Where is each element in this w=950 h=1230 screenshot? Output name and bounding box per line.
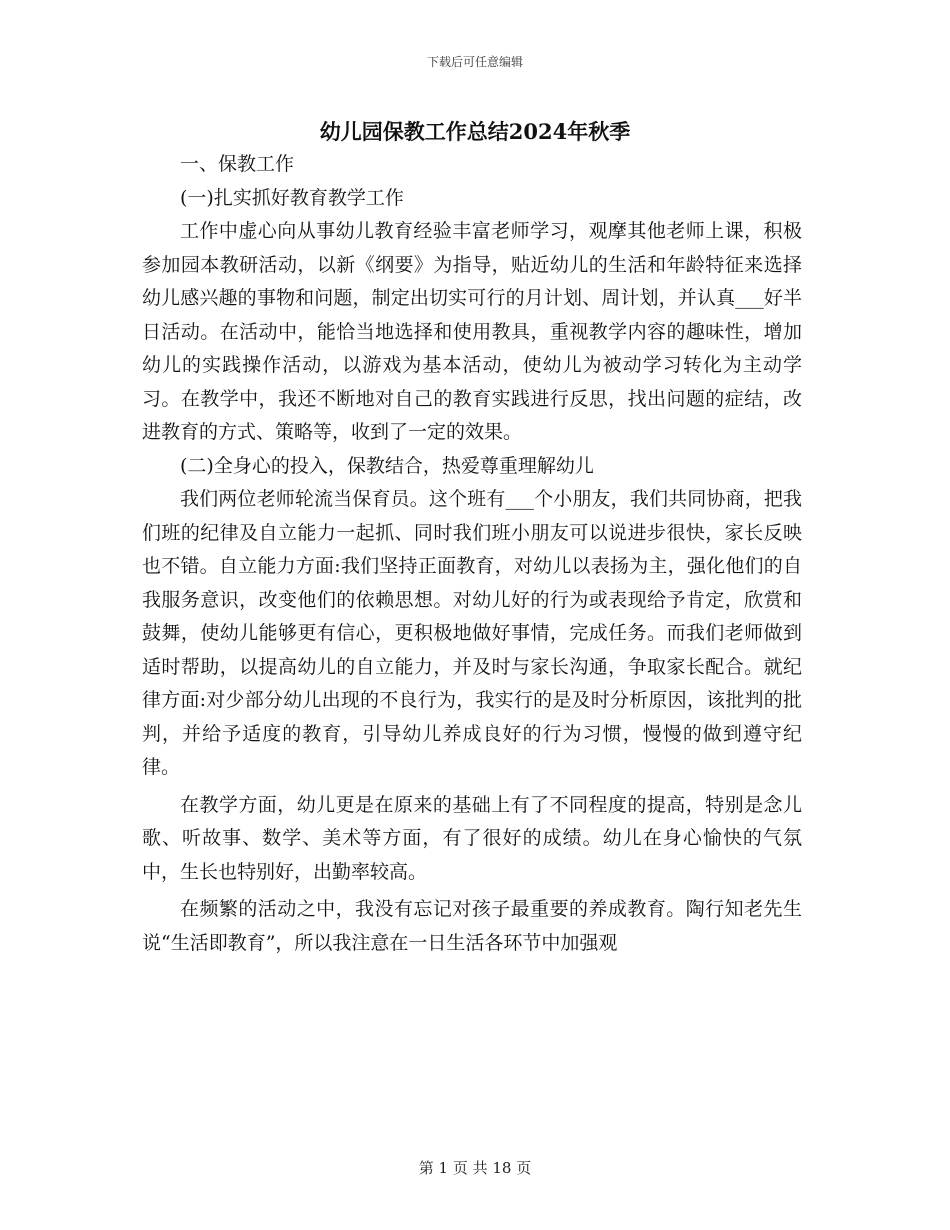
subsection-heading: (二)全身心的投入，保教结合，热爱尊重理解幼儿 [180, 454, 594, 477]
section-heading: 一、保教工作 [180, 153, 295, 175]
body-paragraph: 在频繁的活动之中，我没有忘记对孩子最重要的养成教育。陶行知老先生说“生活即教育”，所以我注意在一日生活各环节中加强观 [142, 898, 802, 954]
page-number-footer: 第 1 页 共 18 页 [418, 1159, 532, 1177]
body-paragraph: 在教学方面，幼儿更是在原来的基础上有了不同程度的提高，特别是念儿歌、听故事、数学、美术等方面，有了很好的成绩。幼儿在身心愉快的气氛中，生长也特别好，出勤率较高。 [142, 793, 802, 883]
document-title: 幼儿园保教工作总结2024年秋季 [319, 119, 631, 144]
subsection-heading: (一)扎实抓好教育教学工作 [180, 186, 404, 209]
body-paragraph: 我们两位老师轮流当保育员。这个班有___个小朋友，我们共同协商，把我们班的纪律及自立能力一起抓、同时我们班小朋友可以说进步很快，家长反映也不错。自立能力方面:我们坚持正面教育，对幼儿以表扬为主，强化他们的自我服务意识，改变他们的依赖思想。对幼儿好的行为或表现给予肯定，欣赏和鼓舞，使幼儿能够更有信心，更积极地做好事情，完成任务。而我们老师做到适时帮助，以提高幼儿的自立能力，并及时与家长沟通，争取家长配合。就纪律方面:对少部分幼儿出现的不良行为，我实行的是及时分析原因，该批判的批判，并给予适度的教育，引导幼儿养成良好的行为习惯，慢慢的做到遵守纪律。 [142, 488, 802, 778]
document-body [142, 148, 802, 960]
body-paragraph: 工作中虚心向从事幼儿教育经验丰富老师学习，观摩其他老师上课，积极参加园本教研活动，以新《纲要》为指导，贴近幼儿的生活和年龄特征来选择幼儿感兴趣的事物和问题，制定出切实可行的月计划、周计划，并认真___好半日活动。在活动中，能恰当地选择和使用教具，重视教学内容的趣味性，增加幼儿的实践操作活动，以游戏为基本活动，使幼儿为被动学习转化为主动学习。在教学中，我还不断地对自己的教育实践进行反思，找出问题的症结，改进教育的方式、策略等，收到了一定的效果。 [142, 220, 802, 443]
header-note: 下载后可任意编辑 [426, 55, 523, 69]
